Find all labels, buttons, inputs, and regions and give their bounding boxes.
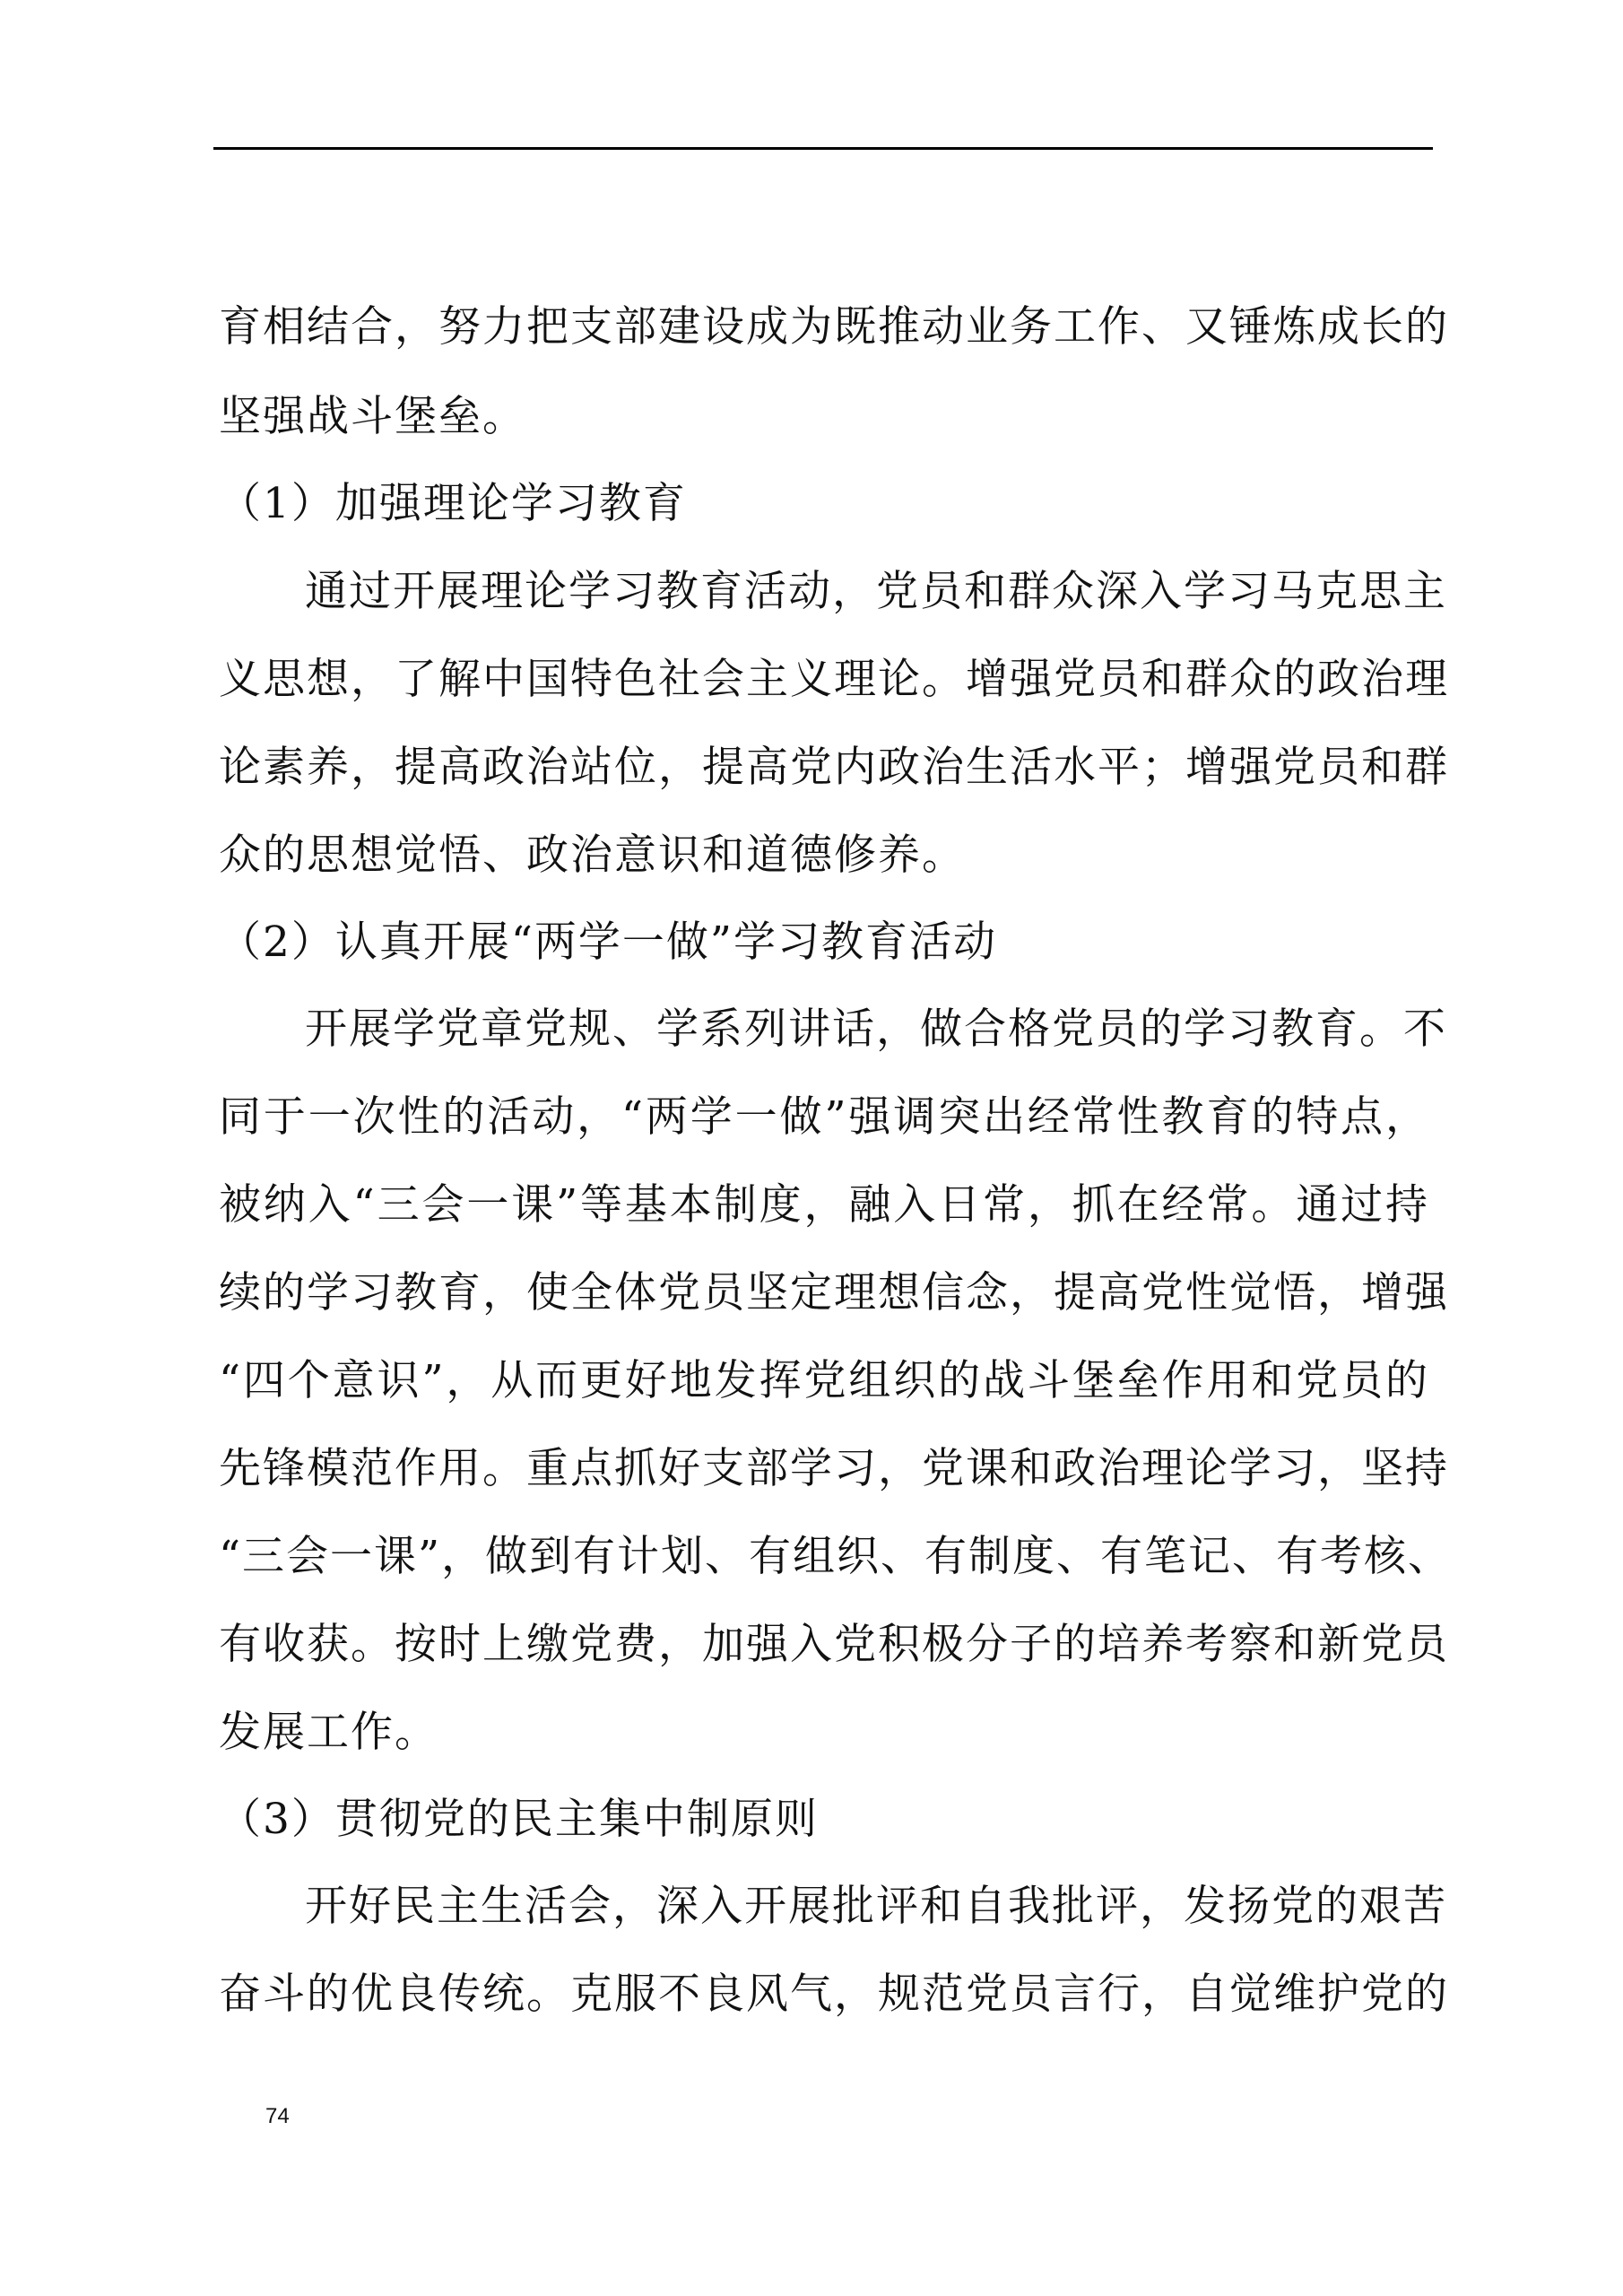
paragraph-line: 开好民主生活会，深入开展批评和自我批评，发扬党的艰苦: [305, 1882, 1447, 1931]
paragraph-line: 开展学党章党规、学系列讲话，做合格党员的学习教育。不: [305, 1004, 1447, 1054]
paragraph-line: 通过开展理论学习教育活动，党员和群众深入学习马克思主: [305, 567, 1447, 616]
paragraph-line: 众的思想觉悟、政治意识和道德修养。: [219, 831, 966, 880]
header-rule: [213, 147, 1433, 150]
paragraph-line: 续的学习教育，使全体党员坚定理想信念，提高党性觉悟，增强: [219, 1268, 1449, 1318]
paragraph-line: “三会一课”，做到有计划、有组织、有制度、有笔记、有考核、: [219, 1532, 1453, 1581]
paragraph-line: “四个意识”，从而更好地发挥党组织的战斗堡垒作用和党员的: [219, 1356, 1429, 1405]
paragraph-line: 义思想，了解中国特色社会主义理论。增强党员和群众的政治理: [219, 655, 1449, 704]
paragraph-line: 论素养，提高政治站位，提高党内政治生活水平；增强党员和群: [219, 743, 1449, 792]
paragraph-line: 同于一次性的活动，“两学一做”强调突出经常性教育的特点，: [219, 1092, 1429, 1142]
section-heading-3: （3）贯彻党的民主集中制原则: [219, 1795, 819, 1844]
section-heading-1: （1）加强理论学习教育: [219, 479, 687, 528]
paragraph-line: 先锋模范作用。重点抓好支部学习，党课和政治理论学习，坚持: [219, 1444, 1449, 1493]
paragraph-line: 坚强战斗堡垒。: [219, 392, 526, 441]
paragraph-line: 发展工作。: [219, 1708, 438, 1757]
page-number: 74: [265, 2104, 290, 2128]
section-heading-2: （2）认真开展“两学一做”学习教育活动: [219, 918, 997, 967]
paragraph-line: 育相结合，努力把支部建设成为既推动业务工作、又锤炼成长的: [219, 302, 1449, 352]
paragraph-line: 有收获。按时上缴党费，加强入党积极分子的培养考察和新党员: [219, 1620, 1449, 1669]
paragraph-line: 奋斗的优良传统。克服不良风气，规范党员言行，自觉维护党的: [219, 1970, 1449, 2019]
paragraph-line: 被纳入“三会一课”等基本制度，融入日常，抓在经常。通过持: [219, 1180, 1429, 1230]
